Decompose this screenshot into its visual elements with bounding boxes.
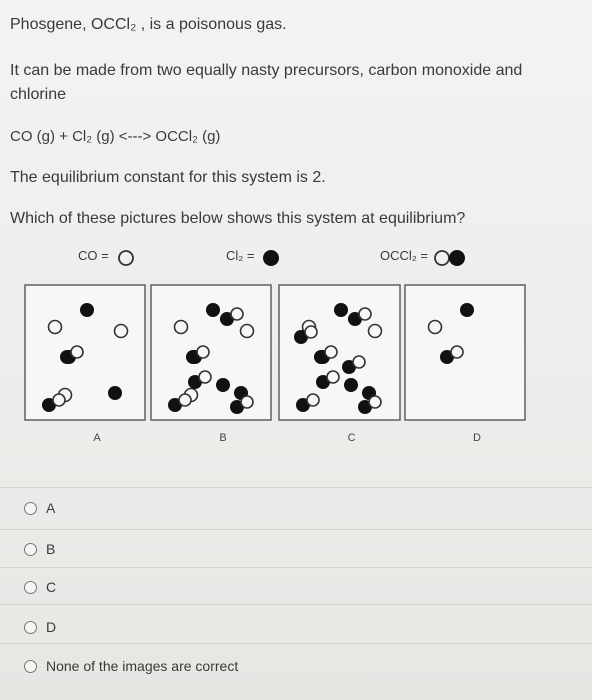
equilibrium-statement: The equilibrium constant for this system is 2. (10, 169, 326, 186)
option-a[interactable] (24, 500, 55, 516)
box-d (405, 285, 525, 444)
legend-cl2-symbol (260, 248, 284, 268)
legend-occl2-label: OCCl₂ = (380, 248, 429, 263)
legend-cl2-label: Cl₂ = (226, 248, 255, 263)
cl2-molecule (334, 303, 348, 317)
box-b (151, 285, 271, 444)
cl2-molecule (344, 378, 358, 392)
cl2-molecule (108, 386, 122, 400)
option-c-label: C (46, 579, 57, 595)
option-none-label: None of the images are correct (46, 658, 239, 674)
option-a-label: A (46, 500, 56, 516)
box-label: A (93, 432, 101, 444)
legend-co-label: CO = (78, 248, 109, 263)
radio-a[interactable] (24, 502, 37, 515)
radio-c[interactable] (24, 581, 37, 594)
cl2-molecule (216, 378, 230, 392)
radio-none[interactable] (24, 660, 37, 673)
reaction-equation: CO (g) + Cl₂ (g) <---> OCCl₂ (g) (10, 128, 221, 145)
option-b[interactable] (24, 541, 55, 557)
option-c[interactable] (24, 579, 56, 595)
radio-b[interactable] (24, 543, 37, 556)
box-label: B (219, 432, 227, 444)
question-line-2-cont: chlorine (10, 86, 67, 103)
radio-d[interactable] (24, 621, 37, 634)
box-a (25, 285, 145, 444)
question-prompt: Which of these pictures below shows this system at equilibrium? (10, 210, 466, 227)
question-line-1: Phosgene, OCCl₂ , is a poisonous gas. (10, 16, 287, 33)
box-label: D (473, 432, 481, 444)
cl2-molecule (460, 303, 474, 317)
option-b-label: B (46, 541, 56, 557)
box-c (279, 285, 400, 444)
legend-occl2-symbol (432, 248, 472, 268)
option-d-label: D (46, 619, 57, 635)
option-d[interactable] (24, 619, 56, 635)
cl2-molecule (80, 303, 94, 317)
question-line-2: It can be made from two equally nasty precursors, carbon monoxide and (10, 62, 523, 79)
option-none[interactable] (24, 658, 238, 674)
legend-co-symbol (116, 248, 140, 268)
molecule-diagram (0, 270, 592, 450)
cl2-molecule (206, 303, 220, 317)
box-label: C (347, 432, 356, 444)
